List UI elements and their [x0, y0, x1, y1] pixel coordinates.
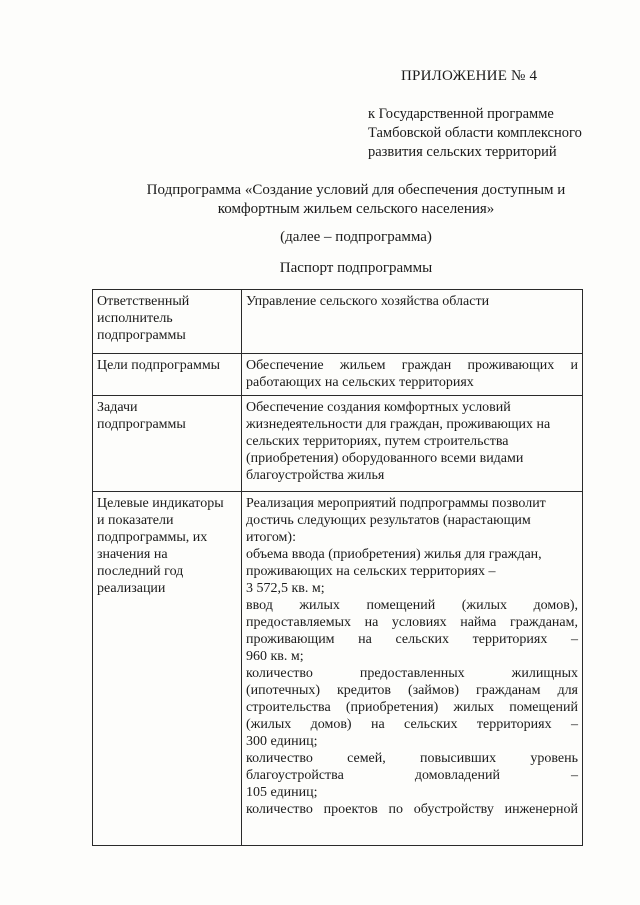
table-row — [93, 492, 583, 846]
appendix-subtitle-line: к Государственной программе — [368, 106, 554, 122]
row-value-line: благоустройства домовладений – — [246, 768, 578, 783]
table-row — [93, 396, 583, 492]
row-label-line: и показатели — [97, 513, 174, 528]
row-label-line: значения на — [97, 547, 168, 562]
row-value-line: предоставляемых на условиях найма гражданам, — [246, 615, 578, 630]
row-label — [93, 290, 242, 354]
appendix-subtitle — [368, 105, 582, 162]
row-value-line: достичь следующих результатов (нарастающим — [246, 513, 531, 528]
row-value-line: благоустройства жилья — [246, 468, 385, 483]
passport-table — [92, 289, 583, 846]
row-value-line: Обеспечение создания комфортных условий — [246, 400, 511, 415]
row-value-line: итогом): — [246, 530, 296, 545]
row-value-line: объема ввода (приобретения) жилья для граждан, — [246, 547, 542, 562]
row-value-line: 3 572,5 кв. м; — [246, 581, 325, 596]
row-value-line: 105 единиц; — [246, 785, 318, 800]
row-value-line: (жилых домов) на сельских территориях – — [246, 717, 578, 732]
row-value-line: 960 кв. м; — [246, 649, 304, 664]
row-label-line: реализации — [97, 581, 166, 596]
appendix-subtitle-line: Тамбовской области комплексного — [368, 125, 582, 141]
appendix-title: ПРИЛОЖЕНИЕ № 4 — [401, 68, 538, 84]
subprogram-note: (далее – подпрограмма) — [280, 229, 432, 245]
row-label-line: исполнитель — [97, 311, 173, 326]
row-value-line: (приобретения) оборудованного всеми видами — [246, 451, 524, 466]
row-label-line: подпрограммы, их — [97, 530, 208, 545]
subprogram-title-line: Подпрограмма «Создание условий для обеспечения доступным и — [146, 182, 566, 198]
row-value-line: Управление сельского хозяйства области — [246, 294, 490, 309]
row-value-line: работающих на сельских территориях — [246, 375, 474, 390]
row-value-line: Обеспечение жильем граждан проживающих и — [246, 358, 578, 373]
row-label-line: Ответственный — [97, 294, 190, 309]
row-value-line: сельских территориях, путем строительства — [246, 434, 509, 449]
row-value — [242, 290, 583, 354]
row-value-line: количество проектов по обустройству инженерной — [246, 802, 578, 817]
row-label-line: Цели подпрограммы — [97, 358, 221, 373]
row-label — [93, 396, 242, 492]
table-row — [93, 354, 583, 396]
row-value-line: 300 единиц; — [246, 734, 318, 749]
row-value-line: жизнедеятельности для граждан, проживающих на — [246, 417, 551, 432]
row-label-line: последний год — [97, 564, 184, 579]
row-label-line: Задачи — [97, 400, 138, 415]
table-row — [93, 290, 583, 354]
row-value — [242, 396, 583, 492]
row-value-line: ввод жилых помещений (жилых домов), — [246, 598, 578, 613]
row-label — [93, 354, 242, 396]
row-value — [242, 354, 583, 396]
row-value — [242, 492, 583, 846]
row-value-line: количество предоставленных жилищных — [246, 666, 578, 681]
row-value-line: (ипотечных) кредитов (займов) гражданам для — [246, 683, 578, 698]
row-value-line: проживающим на сельских территориях – — [246, 632, 578, 647]
row-value-line: строительства (приобретения) жилых помещений — [246, 700, 578, 715]
row-label-line: подпрограммы — [97, 328, 186, 343]
row-value-line: проживающих на сельских территориях – — [246, 564, 496, 579]
row-value-line: Реализация мероприятий подпрограммы позволит — [246, 496, 546, 511]
subprogram-title — [130, 181, 582, 219]
subprogram-title-line: комфортным жильем сельского населения» — [217, 201, 495, 217]
row-label — [93, 492, 242, 846]
row-label-line: Целевые индикаторы — [97, 496, 224, 511]
row-value-line: количество семей, повысивших уровень — [246, 751, 578, 766]
row-label-line: подпрограммы — [97, 417, 186, 432]
passport-title: Паспорт подпрограммы — [279, 260, 433, 276]
appendix-subtitle-line: развития сельских территорий — [368, 144, 557, 160]
